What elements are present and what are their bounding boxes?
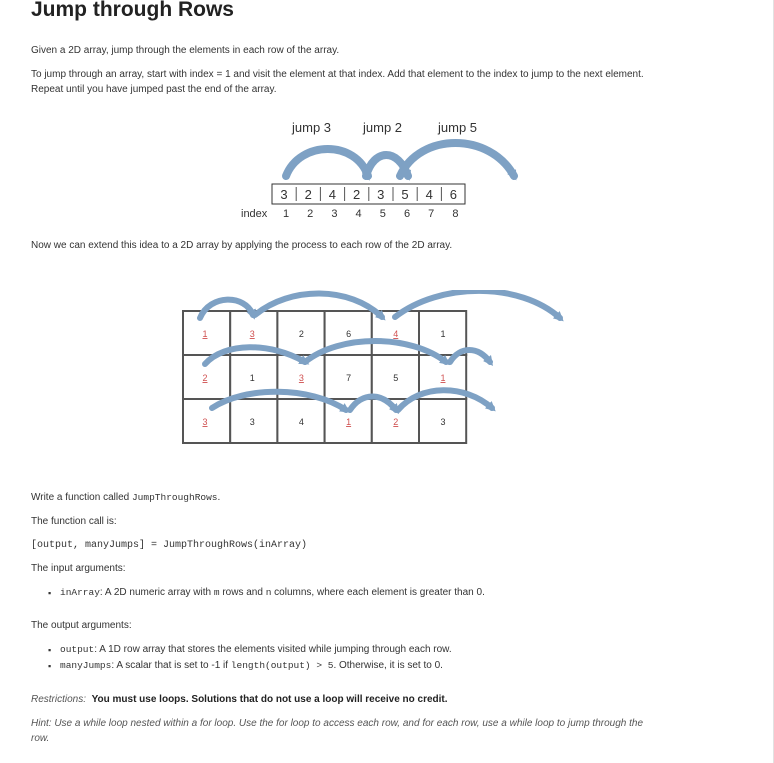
- grid-value: 7: [346, 373, 352, 383]
- grid-value-visited: 3: [249, 329, 255, 339]
- write-prefix: Write a function called: [31, 492, 132, 503]
- jump-description-line-1: To jump through an array, start with index = 1 and visit the element at that index. Add that element to the index to jump to the next element.: [31, 69, 644, 80]
- input-desc-1: : A 2D numeric array with: [99, 587, 214, 598]
- hint-line-2: row.: [31, 733, 50, 744]
- write-function-text: [31, 490, 220, 506]
- grid-value-visited: 2: [202, 373, 208, 383]
- array-index: 6: [403, 208, 411, 220]
- extend-text: Now we can extend this idea to a 2D array by applying the process to each row of the 2D array.: [31, 240, 453, 251]
- array-index: 2: [307, 208, 314, 220]
- array-value: 2: [304, 187, 312, 202]
- index-label: index: [241, 208, 268, 220]
- jump-label-2: jump 2: [363, 120, 403, 135]
- grid-value: 5: [393, 373, 399, 383]
- jump-diagram-2d: [0, 290, 774, 450]
- output-item-manyjumps: [60, 658, 452, 674]
- input-name: inArray: [60, 587, 100, 598]
- restrictions: [31, 692, 448, 708]
- grid-value: 1: [249, 373, 255, 383]
- array-index: 5: [379, 208, 386, 220]
- function-name: JumpThroughRows: [131, 492, 218, 503]
- output-name: output: [60, 644, 95, 655]
- array-value: 3: [377, 187, 385, 202]
- array-value: 2: [352, 187, 361, 202]
- output-desc: : A 1D row array that stores the elements visited while jumping through each row.: [94, 644, 452, 655]
- grid-value-visited: 3: [298, 373, 304, 383]
- input-desc-3: columns, where each element is greater than 0.: [271, 587, 485, 598]
- input-item-inarray: [60, 585, 485, 601]
- array-index: 3: [331, 208, 338, 220]
- intro-text: Given a 2D array, jump through the elements in each row of the array.: [31, 45, 340, 56]
- grid-value-visited: 4: [393, 329, 399, 339]
- restrictions-text: You must use loops. Solutions that do not use a loop will receive no credit.: [91, 694, 448, 705]
- jump-diagram-1d: [0, 110, 774, 230]
- grid-value: 3: [249, 417, 255, 427]
- page-title: Jump through Rows: [31, 0, 234, 21]
- array-index: 7: [428, 208, 435, 220]
- grid-value: 2: [298, 329, 304, 339]
- jump-label-1: jump 3: [292, 120, 332, 135]
- grid-value: 6: [346, 329, 352, 339]
- input-label: The input arguments:: [31, 563, 126, 574]
- grid-value-visited: 1: [202, 329, 208, 339]
- grid-value: 1: [440, 329, 446, 339]
- output-item-output: [60, 642, 452, 658]
- manyjumps-name: manyJumps: [60, 660, 112, 671]
- jump-description-line-2: Repeat until you have jumped past the end of the array.: [31, 84, 277, 95]
- grid-value-visited: 2: [393, 417, 399, 427]
- output-list: [60, 642, 452, 674]
- grid-value-visited: 3: [202, 417, 208, 427]
- array-value: 4: [328, 187, 337, 202]
- jump-arrow-1: [286, 149, 368, 176]
- hint-line-1: Hint: Use a while loop nested within a for loop. Use the for loop to access each row, and for each row, use a while loop to jump through the: [31, 718, 644, 729]
- array-index: 8: [452, 208, 459, 220]
- jump-label-3: jump 5: [438, 120, 478, 135]
- input-desc-2: rows and: [219, 587, 266, 598]
- array-value: 5: [401, 187, 409, 202]
- manyjumps-desc-2: . Otherwise, it is set to 0.: [333, 660, 443, 671]
- array-index: 1: [282, 208, 290, 220]
- write-suffix: .: [217, 492, 221, 503]
- call-label: The function call is:: [31, 516, 117, 527]
- grid-value-visited: 1: [346, 417, 352, 427]
- restrictions-label: Restrictions:: [31, 694, 87, 705]
- manyjumps-desc-1: : A scalar that is set to -1 if: [111, 660, 231, 671]
- grid-value: 3: [440, 417, 446, 427]
- input-m: m: [213, 587, 220, 598]
- array-value: 6: [449, 187, 458, 202]
- jump-arrow-3: [400, 143, 514, 176]
- array-value: 4: [425, 187, 433, 202]
- grid-value: 4: [298, 417, 304, 427]
- array-index: 4: [355, 208, 362, 220]
- array-value: 3: [280, 187, 288, 202]
- grid-value-visited: 1: [440, 373, 446, 383]
- call-code: [output, manyJumps] = JumpThroughRows(inArray): [31, 540, 308, 551]
- input-list: [60, 585, 485, 601]
- output-label: The output arguments:: [31, 620, 132, 631]
- input-n: n: [265, 587, 272, 598]
- manyjumps-code: length(output) > 5: [230, 660, 334, 671]
